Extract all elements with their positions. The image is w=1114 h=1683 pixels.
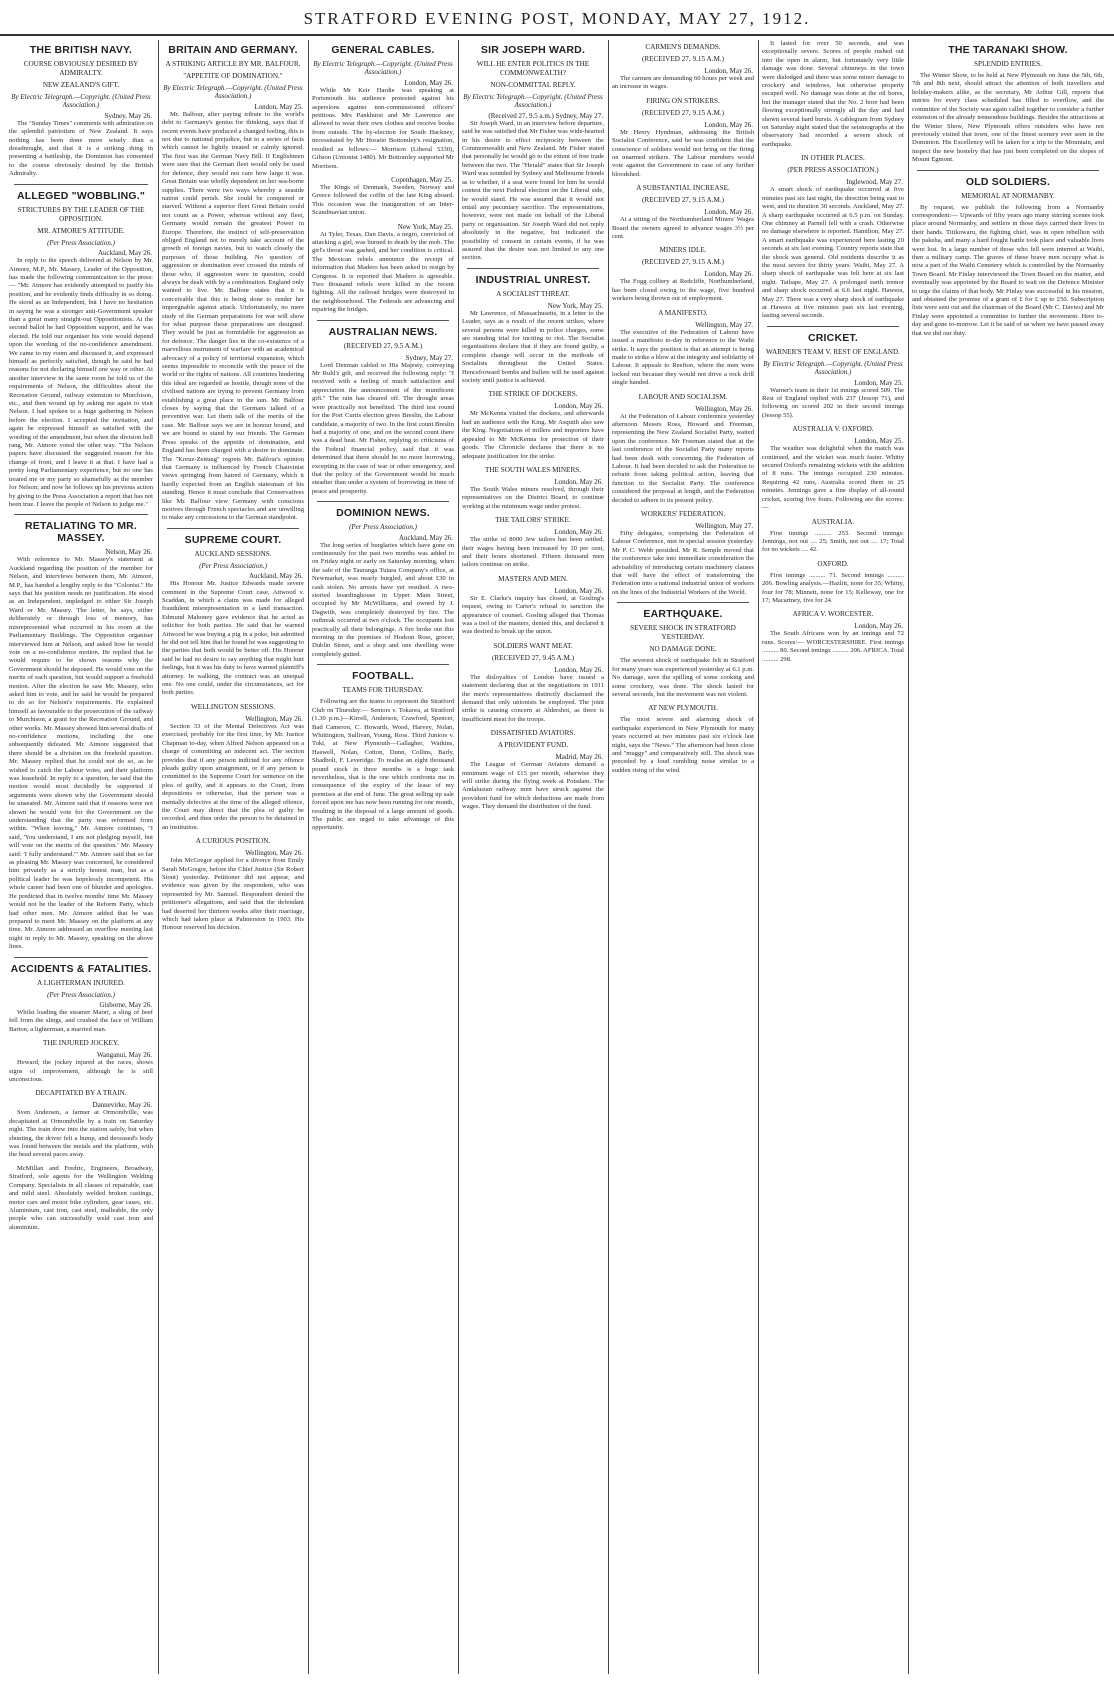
column-1 bbox=[6, 40, 156, 1674]
article-subheading: LABOUR AND SOCIALISM. bbox=[638, 392, 728, 401]
article bbox=[609, 43, 757, 92]
article bbox=[759, 326, 907, 420]
masthead-title: STRATFORD EVENING POST, MONDAY, MAY 27, 1912. bbox=[303, 9, 811, 28]
column-4 bbox=[458, 40, 607, 1674]
article-credit: By Electric Telegraph.—Copyright. (United Press Association.) bbox=[163, 84, 303, 101]
article bbox=[609, 393, 757, 505]
article-dateline: London, May 26. bbox=[404, 78, 453, 87]
article-subheading: SEVERE SHOCK IN STRATFORD YESTERDAY. bbox=[630, 624, 736, 642]
article-subheading: A LIGHTERMAN INJURED. bbox=[37, 978, 125, 987]
article-body: Whilst loading the steamer Maori, a sling of beef fell from the slings, and crushed the face of William Barton, a lighterman, a married man. bbox=[9, 1009, 153, 1033]
article-body: The long series of burglaries which have gone on continuously for the past two months was added to on Friday night or early on Saturday morning, when the safe of the Tauranga Tutara Company's office, at Newmarket, was nearly burgled, and about £30 in cash stolen. No arrests have yet resulted. A two-storied boardinghouse in Upper Main Street, occupied by Mr McWilliams, and owned by J. Dagwith, was completely destroyed by fire. The outbreak occurred at two o'clock. The occupants lost practically all their belongings. A fire broke out this morning in the premises of Hodson Ross, grocer, Dublin Street, and a shop and one dwelling were completely gutted. bbox=[312, 541, 454, 658]
article-subheading: "APPETITE OF DOMINATION." bbox=[183, 72, 283, 81]
article-headline: OLD SOLDIERS. bbox=[965, 175, 1051, 188]
article-body: Section 33 of the Mental Defectives Act was exercised, probably for the first time, by Mr. Justice Chapman to-day, when Alfred Nelson appeared on a charge of committing an indecent act. The section provides that if any person indicted for any offence pleads guilty upon arraignment, or if any person is committed to the Supreme Court for sentence on the plea of guilty, and it appears to the Court, from depositions or otherwise, that the person was a mentally defective at the time of the alleged offence, the Court may direct that the plea of guilty be recorded, and then order the person to be detained in an institution. bbox=[162, 722, 304, 831]
article-body: The most severe and alarming shock of earthquake experienced in New Plymouth for many years occurred at two minutes past six o'clock last night, says the "News." The afternoon had been close and "muggy" and comparatively still. The shock was preceded by a loud rumbling noise similar to a sudden rising of the wind. bbox=[612, 716, 754, 774]
article bbox=[6, 1165, 156, 1232]
article-subheading: A MANIFESTO. bbox=[658, 308, 708, 317]
article-body: Mr Lawrence, of Massachusetts, in a letter to the Leader, says as a result of the recent strikes, where several persons were killed in police charges, some are standing trial for inciting to riot. The Socialist organisations declare that if they are found guilty, a complete change will occur in the methods of Socialists throughout the United States. Henceforward bombs and bullets will be used against society until justice is achieved. bbox=[462, 309, 604, 385]
article bbox=[6, 184, 156, 510]
article-dateline: London, May 26. bbox=[554, 586, 603, 595]
article-dateline: London, May 26. bbox=[554, 528, 603, 537]
article-dateline: London, May 26. bbox=[704, 208, 753, 217]
article-body: The "Sunday Times" comments with admiration on the splendid patriotism of New Zealand. It says nothing has been done more wisely than a dreadnought, and that it is a striking thing in presenting a battleship, the Dominion has consented to the course obviously desired by the British Admiralty. bbox=[9, 119, 153, 178]
article-subheading: A PROVIDENT FUND. bbox=[497, 741, 569, 750]
article-credit: By Electric Telegraph.—Copyright. (United Press Association.) bbox=[763, 359, 903, 377]
article-body: The disloyalties of London have issued a statement declaring that at the negotiations in 1911 the men's representatives distinctly disclaimed the demand that only unionists be employed. The joint strike is causing concern at Aldershot, as there is insufficient meat for the troops. bbox=[462, 673, 604, 723]
article-dateline: Sydney, May 26. bbox=[104, 111, 152, 120]
section-divider bbox=[767, 326, 899, 327]
article-dateline: Wellington, May 27. bbox=[695, 522, 753, 530]
article-subheading: IN OTHER PLACES. bbox=[801, 154, 865, 163]
article-subheading: CARMEN'S DEMANDS. bbox=[645, 43, 721, 51]
article-body: The executive of the Federation of Labour have issued a manifesto to-day in reference to the Waihi strike. It says the position is that an attempt is being made to strike a blow at the integrity and solidarity of Labour. It appeals to Reefton, where the men were locked out because they would not drive a rock drill single handed. bbox=[612, 328, 754, 387]
article-dateline: London, May 25. bbox=[254, 102, 303, 111]
article-subheading: (RECEIVED 27, 9.15 A.M.) bbox=[641, 258, 725, 267]
section-divider bbox=[14, 957, 148, 958]
article-subheading: AUSTRALIA. bbox=[811, 517, 855, 526]
article-dateline: London, May 26. bbox=[554, 477, 603, 486]
article bbox=[6, 1089, 156, 1159]
article-body: Mr. Balfour, after paying tribute to the world's debt to Germany's genius for thinking, says that if recent events have produced a changed feeling, this is not due to national prejudice, but to a series of facts which cannot be lightly treated or calmly ignored. The first was the German Navy Bill. If Englishmen were sure that the German fleet would only be used for defence, they would not care how large it was. Great Britain was wholly dependent on her sea-borne supplies. There were two ways whereby a seaside nation could perish. She could be conquered or starved. Without a superior fleet Great Britain could not count as a Power, whereas without any fleet, Germany would remain the greatest Power in Europe. Therefore, the instinct of self-preservation obliged England not to merely take account of the growth of foreign navies, but to watch closely the purposes of those building. No question of aggression or domination ever crossed the minds of those who, if aggression were in question, could always be dealt with by a combination. England only wanted to live. Mr. Balfour states that it is conceivable that this is being done to render her impregnable against attack. Unfortunately, no mere study of the German preparations for war will show for what purpose these preparations are designed. They would be just as formidable for aggression as for defence. The danger lies in the co-existence of a marvellous instrument of warfare with an academical advocacy of a policy of territorial expansion, which seems impossible to reconcile with the peace of the world or the rights of nations. All countries hindering this ideal are regarded as hostile, though none of the civilised nations are trying to prevent Germany from establishing a great place in the sun. Mr. Balfour closes by saying that the Germans talked of a preventive war. Let them talk of the merits of the case. Mr. Balfour says we are in honour bound, and we are bound to stand by our friends. The German Press speaks of the appetite of domination, and England has been charged with a desire to dominate. The "Kreuz-Zeitung" regrets Mr. Balfour's opinion that Germany is influenced by French Chauvinist views springing from hatred of Germany, which it hardly expected from an English statesman of his standing. Hence it must conclude that Conservatives like Mr. Balfour view Germany with conscious motives through French spectacles and are unwilling to make any concessions to the German standpoint. bbox=[162, 110, 304, 522]
article-body: The Kings of Denmark, Sweden, Norway and Greece followed the coffin of the late King aboard. This occasion was the inauguration of an Inter-Scandinavian union. bbox=[312, 183, 454, 217]
article bbox=[759, 518, 907, 555]
article-subheading: COURSE OBVIOUSLY DESIRED BY ADMIRALTY. bbox=[23, 60, 139, 78]
column-7 bbox=[908, 40, 1107, 1674]
article bbox=[159, 528, 307, 698]
article-dateline: (Received 27, 9.5 a.m.) Sydney, May 27. bbox=[488, 111, 603, 120]
article bbox=[459, 466, 607, 511]
article-dateline: Madrid, May 26. bbox=[555, 753, 603, 762]
article bbox=[6, 44, 156, 179]
article-body: A smart shock of earthquake occurred at five minutes past six last night, the direction being east to west, and its duration 30 seconds. Auckland, May 27. A sharp earthquake occurred at 6.5 p.m. on Sunday. One chimney at Parnell fell with a crash. Otherwise no damage elsewhere is reported. Hamilton, May 27. A smart earthquake was experienced here lasting 20 seconds at six last evening. Country reports state that the shock was general. Old residents describe it as the most severe for thirty years. Waihi, May 27. A sharp shock of earthquake was felt here at six last night. Taihape, May 27. A prolonged earth tremor and sharp shock occurred at 6.6 last night. Hawera, May 27. There was a very sharp shock of earthquake at Hawera at five minutes past six last evening, lasting several seconds. bbox=[762, 186, 904, 320]
article-dateline: Inglewood, May 27. bbox=[846, 178, 903, 187]
article-subheading: AUCKLAND SESSIONS. bbox=[194, 549, 272, 558]
article bbox=[309, 44, 457, 171]
article-headline: THE BRITISH NAVY. bbox=[29, 44, 133, 56]
article-dateline: London, May 26. bbox=[704, 120, 753, 129]
article-subheading: (RECEIVED 27, 9.45 A.M.) bbox=[491, 653, 575, 662]
article-body: With reference to Mr. Massey's statement at Auckland regarding the position of the member for Nelson, and interviews between them, Mr. Atmore, M.P., has handed a lengthy reply to the "Colonist." He says that his position needs no justification. He stood as an Independent, unpledged to either Sir Joseph Ward or Mr. Massey. The letter, he says, either deliberately or through loss of memory, has misrepresented what occurred in his room at the Parliamentary Buildings. The Opposition organiser interviewed him at Nelson, and asked how he would vote on a no-confidence motion. He replied that he would require to be shown reasons why the Government should be deposed. He would vote on the merits of each question, but would support a freehold motion. After the election he saw Mr. Massey, who asked him to vote, and he said he would be prepared to do so for Nelson's requirements. He explained himself as favourable to the prosecution of the railway to Murchison, a grant for the Recreation Ground, and other works. Mr. Massey showed him several drafts of no-confidence motions, including the one subsequently defeated. Mr. Atmore suggested that there should be a division on the freehold question. Mr. Massey replied that he could not do so, as he wished to catch the Labour votes, and their platform was leasehold. In reply to a question, he said that the motion would most decidedly be supported if arguments were shown why the Government should be unseated. Mr. Atmore said that if reasons were not shown he would vote for the Government on the understanding that the party was reformed from within. "When leaving," Mr. Atmore continues, "I said, 'You understand, I am not pledging myself, but will vote on the merits of the question.' Mr. Massey said: 'I fully understand.'" Mr. Atmore said that so far as pleasing Mr. Massey was concerned, he considered him privately as a strictly honest man, but as a political leader he was hopelessly incompetent. His whole career had been one of blunder and apologies. He predicted that in twelve months' time Mr. Massey would not be the leader of the Reform Party, which had other men. Mr. Atmore added that he was prepared to meet Mr. Massey on the platform at any time. Mr. Atmore addressed an overflow meeting last night in reply to Mr. Massey, speaking on the above lines. bbox=[9, 556, 153, 951]
newspaper-columns bbox=[6, 40, 1108, 1674]
article-headline: BRITAIN AND GERMANY. bbox=[168, 44, 298, 56]
article-credit: By Electric Telegraph.—Copyright. (United Press Association.) bbox=[463, 93, 603, 110]
article-headline: ALLEGED "WOBBLING." bbox=[16, 189, 146, 202]
article-headline: RETALIATING TO MR. MASSEY. bbox=[24, 520, 138, 545]
article-subheading: MASTERS AND MEN. bbox=[498, 574, 568, 583]
article-body: At the Federation of Labour conference yesterday afternoon Messrs Ross, Howard and Freeman, representing the New Zealand Socialist Party, waited upon the conference. Mr Freeman stated that at the last conference of the Socialist Party many reports had been dealt with concerning the Federation of Labour. It had been decided to ask the Federation to refrain from taking political action, leaving that function to the Socialist Party. The conference considered the proposal at length, and the Federation decided to adhere to its present policy. bbox=[612, 412, 754, 504]
article-body: Following are the teams to represent the Stratford Club on Thursday:— Seniors v. Tokaora, at Stratford (1.30 p.m.)—Kirrell, Anderson, Crawford, Spencer, Bad Cameron, C. Howarth, Wood, Harvey, Nolan, Whittington, Sullivan, Young, Ross. Third Juniors v. Toki, at New Plymouth—Gallagher, Watkins, Haswell, Nolan, Cotton, Dunn, Collins, Barly, Shadbolt, F. Leveridge. To realise an eight thousand pound stock in three months is a huge task nevertheless, that is the one which confronts me in consequence of the expiry of the lease of my premises at the end of June. The great selling up sale forced upon me has now been running for one month, resulting in the disposal of a large amount of goods. The public are urged to take advantage of this opportunity. bbox=[312, 698, 454, 832]
article bbox=[309, 320, 457, 497]
article-subheading: AUSTRALIA V. OXFORD. bbox=[792, 425, 874, 434]
article bbox=[609, 184, 757, 241]
article-subheading: NON-COMMITTAL REPLY. bbox=[490, 81, 576, 90]
article-body: The South Wales miners resolved, through their representatives on the District Board, to continue working at the minimum wage under protest. bbox=[462, 485, 604, 510]
article-body: The severest shock of earthquake felt in Stratford for many years was experienced yesterday at 6.1 p.m. No damage, save the spilling of some cooking and some crockery, was done. The shock lasted for several seconds, but the movement was not violent. bbox=[612, 657, 754, 698]
article-body: Sir Joseph Ward, in an interview before departure, said he was satisfied that Mr Fisher was wide-hearted in his desire to effect reciprocity between the Commonwealth and New Zealand. Mr Fisher stated that personally he would go to the extent of free trade between the two. The "Herald" states that Sir Joseph Ward was sounded by Sydney and Melbourne friends as to whether, if a seat were found for him he would contest the next Federal election on the Liberal side, he would stand. He was assured that it would not entail any pecuniary sacrifice. The representations, however, were not made on behalf of the Liberal party or organisation. Sir Joseph Ward did not reply absolutely in the negative, but indicated the possibility of consent in certain events, if he was assured that the desire was not limited to any one section. bbox=[462, 119, 604, 262]
article-body: The League of German Aviators demand a minimum wage of £15 per month, otherwise they will strike during the flying week at Potsdam. The Andalusian railway men have struck against the provident fund for which deductions are made from wages. They demand the distribution of the fund. bbox=[462, 761, 604, 811]
article-subheading: DECAPITATED BY A TRAIN. bbox=[35, 1089, 127, 1098]
article-body: At a sitting of the Northumberland Miners' Wages Board the owners agreed to advance wages 3½ per cent. bbox=[612, 216, 754, 241]
article-body: The strike of 8000 Jew tailors has been settled, their wages having been increased by 10 per cent, and their hours shortened. Fifteen thousand men tailors continue on strike. bbox=[462, 536, 604, 569]
article bbox=[309, 501, 457, 659]
article-subheading: MINERS IDLE. bbox=[659, 246, 707, 255]
article-dateline: Auckland, May 26. bbox=[97, 249, 152, 258]
section-divider bbox=[317, 320, 449, 321]
article-credit: (Per Press Association.) bbox=[47, 238, 115, 247]
article-body: Lord Denman cabled to His Majesty, conveying Mr Ruhl's gift, and received the following reply: "I received with a feeling of much satisfaction and appreciation the announcement of the munificent gift." The rain has cleared off. The drought areas were practically not benefited. The third test round for the Port Curtis election gives Breslin, the Labour candidate, a majority of two. In the first count Breslin had a majority of one, and on the second count there was a dead heat. Mr Fisher, replying to criticisms of the Federal financial policy, said that it was determined that there should be no more borrowing, excepting in the case of war or other emergency, and that the policy of the Government would be much steadier than under a system of borrowing in time of peace and prosperity. bbox=[312, 361, 454, 495]
article-headline: THE TARANAKI SHOW. bbox=[948, 44, 1068, 56]
article bbox=[609, 246, 757, 303]
article-dateline: London, May 26. bbox=[704, 67, 753, 75]
article-body: Mr Henry Hyndman, addressing the British Socialist Conference, said he was confident that the conscience of soldiers would not bring on the firing on unarmed strikers. The Labour members would vote against the Government in case of any further bloodshed. bbox=[612, 128, 754, 178]
article-dateline: Wellington, May 26. bbox=[245, 849, 303, 858]
masthead bbox=[0, 0, 1114, 36]
article-subheading: OXFORD. bbox=[817, 559, 849, 568]
article bbox=[759, 40, 907, 149]
article bbox=[459, 516, 607, 570]
article-dateline: Wellington, May 26. bbox=[695, 404, 753, 413]
article-credit: (Per Press Association.) bbox=[47, 990, 115, 999]
article bbox=[159, 44, 307, 523]
article-dateline: London, May 26. bbox=[554, 402, 603, 411]
article-dateline: New York, May 25. bbox=[547, 301, 603, 310]
article-dateline: Nelson, May 26. bbox=[105, 548, 152, 557]
article-body: John McGregor applied for a divorce from Emily Sarah McGregor, before the Chief Justice (Sir Robert Stout) yesterday. Petitioner did not appear, and evidence was given by the respondent, who was represented by Mr. Samuel. Respondent denied the petitioner's allegations, and said that the defendant had deserted her thirteen weeks after their marriage, which had taken place at Palmerston in 1903. His Honour reserved his decision. bbox=[162, 857, 304, 932]
article-credit: (Per Press Association.) bbox=[199, 561, 267, 570]
article-headline: GENERAL CABLES. bbox=[331, 44, 435, 56]
article-dateline: Wanganui, May 26. bbox=[96, 1051, 152, 1060]
article-body: Sven Andersen, a farmer at Ormondville, was decapitated at Ormondville by a train on Saturday night. The train drew into the station safely, but when shunting, the driver felt a bump, and deceased's body was found between the metals and the platform, with the head several paces away. bbox=[9, 1109, 153, 1159]
article-dateline: London, May 25. bbox=[854, 378, 903, 387]
article-subheading: WARNER'S TEAM V. REST OF ENGLAND. bbox=[766, 347, 900, 356]
article-subheading: AT NEW PLYMOUTH. bbox=[648, 704, 718, 713]
article bbox=[759, 425, 907, 512]
article-subheading: NEW ZEALAND'S GIFT. bbox=[42, 81, 120, 90]
article-body: While Mr Keir Hardie was speaking at Portsmouth his audience protested against his aspersions against non-commissioned officers' petitions. Mrs Pankhurst and Mr Lawrence are allowed to wear their own clothes and receive books from outside. The by-election for South Hackney, necessitated by Mr Horatio Bottomley's resignation, resulted as follows:— Morrison (Liberal 5330), Gibson (Unionist 1480). Mr Bottomley supported Mr Morrison. bbox=[312, 86, 454, 170]
section-divider bbox=[917, 170, 1099, 171]
article-body: The Winter Show, to be held at New Plymouth on June the 5th, 6th, 7th and 8th next, should attract the attention of both travellers and holiday-makers alike, as the secretary, Mr Arthur Gill, reports that entries for every class scheduled has filled to overflow, and the committee of the Society was again called together to consider a further extension of the already tremendous buildings. Besides the attractions at the Winter Show, New Plymouth offers outsiders who have not previously visited that town, one of the finest scenery ever seen in the Dominion. His Excellency will be taken for a trip to the Mountain, and inspect the new hostelry that has just been completed on the slopes of Mount Egmont. bbox=[912, 72, 1104, 164]
article-body: First innings .......... 71. Second innings .......... 206. Bowling analysis.—Hazlitt, none for 35; Whitty, four for 78; Minnett, none for 15; Kelleway, one for 17; Macartney, five for 24. bbox=[762, 571, 904, 604]
article-body: First innings .......... 253. Second innings: Jennings, not out .... 25; Smith, not out .... 17; Total for no wickets .... 42. bbox=[762, 529, 904, 554]
article-subheading: FIRING ON STRIKERS. bbox=[646, 96, 720, 105]
article bbox=[609, 602, 757, 699]
column-2 bbox=[158, 40, 307, 1674]
article-subheading: WELLINGTON SESSIONS. bbox=[190, 702, 276, 711]
section-divider bbox=[14, 514, 148, 515]
article bbox=[609, 97, 757, 179]
article-subheading: MEMORIAL AT NORMANBY. bbox=[961, 191, 1055, 200]
section-divider bbox=[617, 602, 749, 603]
article-headline: AUSTRALIAN NEWS. bbox=[328, 325, 438, 338]
article-body: McMillan and Fredric, Engineers, Broadway, Stratford, sole agents for the Wellington Welding Company. Specialists in all classes of repairable, cast and mild steel. Absolutely welded broken castings, motor cars and motor bike cylinders, gear cases, etc. Aluminium, cast iron, cast steel, malleable, the only people who can successfully weld cast iron and aluminium. bbox=[9, 1164, 153, 1231]
article bbox=[459, 642, 607, 724]
article-credit: By Electric Telegraph.—Copyright. (United Press Association.) bbox=[313, 60, 453, 77]
article-body: The South Africans won by an innings and 72 runs. Scores:— WORCESTERSHIRE. First innings .......... 80. Second innings .......... 206. AFRICA. Total .......... 298. bbox=[762, 630, 904, 663]
article-dateline: Gisborne, May 26. bbox=[99, 1001, 152, 1009]
section-divider bbox=[14, 184, 148, 185]
article-headline: DOMINION NEWS. bbox=[336, 507, 430, 520]
article bbox=[759, 610, 907, 664]
article-subheading: SPLENDID ENTRIES. bbox=[974, 60, 1042, 69]
section-divider bbox=[167, 528, 299, 529]
article-subheading: (PER PRESS ASSOCIATION.) bbox=[787, 166, 879, 175]
column-3 bbox=[308, 40, 457, 1674]
article-dateline: London, May 25. bbox=[854, 437, 903, 446]
article-dateline: New York, May 25. bbox=[397, 222, 453, 231]
article-headline: FOOTBALL. bbox=[352, 670, 414, 683]
article-subheading: WILL HE ENTER POLITICS IN THE COMMONWEALTH? bbox=[476, 60, 590, 78]
article-subheading: NO DAMAGE DONE. bbox=[649, 645, 717, 654]
article-subheading: THE STRIKE OF DOCKERS. bbox=[488, 390, 578, 399]
article-dateline: Copenhagen, May 25. bbox=[391, 175, 453, 184]
article-body: Heward, the jockey injured at the races, shows signs of improvement, although he is still unconscious. bbox=[9, 1059, 153, 1084]
article-body: In reply to the speech delivered at Nelson by Mr. Atmore, M.P., Mr. Massey, Leader of the Opposition, has made the following communication to the press:— "Mr. Atmore has evidently attempted to justify his position, and he evidently finds difficulty in so doing. He stood as an Independent, but I have no hesitation in saying he was a stronger anti-Government speaker than a great many straight-out Oppositionists. At the second ballot he had Opposition support, and he was elected. He told our organiser his vote would depend upon the wording of the no-confidence amendment. We came to my room and discussed it, and expressed himself as perfectly satisfied, though he said he had reasons for not declaring himself one way or other. At another interview in the same room he told us of the requirements of Nelson, the difficulties about the Recreation Ground, railway extension to Murchison, etc., and then wound up by asking me again to visit Nelson. I had spoken to a huge gathering in Nelson before the election. I accepted the invitation, and again he expressed himself as satisfied with the wording of the amendment, but when the division bell rang, Mr. Atmore voted the other way. "The Nelson papers have discussed the suggested reason for his change of front, and I leave it at that. I have had a pretty long Parliamentary experience, but no one has treated me or my party so shamefully as the member for Nelson; and now he follows up his previous action by giving to the Press Association a report that has not been true. I leave the people of Nelson to judge me." bbox=[9, 257, 153, 508]
section-divider bbox=[317, 501, 449, 502]
article bbox=[6, 514, 156, 951]
article bbox=[309, 176, 457, 218]
article-dateline: London, May 26. bbox=[554, 665, 603, 674]
article-body: His Honour Mr. Justice Edwards made severe comment in the Supreme Court case, Attwood v. Scaddan, in which a claim was made for alleged fraudulent misrepresentation in a land transaction. Edmund Mahoney gave evidence that he acted as solicitor for both parties. He said that he warned Attwood he was buying a pig in a poke, but admitted he did not tell him that he found he was suggesting to the parties that both would be better off. His Honour said he had no desire to say anything that might hurt feelings, but it was his duty to have warned plaintiff's attorney. In walking, the contract was an unequal one. No one could, under the circumstances, act for both parties. bbox=[162, 580, 304, 697]
article-credit: (Per Press Association.) bbox=[349, 523, 417, 532]
article-subheading: THE TAILORS' STRIKE. bbox=[495, 516, 571, 525]
article bbox=[6, 1039, 156, 1084]
article-headline: INDUSTRIAL UNREST. bbox=[475, 273, 591, 286]
article bbox=[609, 510, 757, 597]
article bbox=[909, 44, 1107, 165]
article-subheading: A SOCIALIST THREAT. bbox=[496, 289, 570, 298]
article-body: The weather was delightful when the match was continued, and the wicket was much faster. Whitty secured Oxford's remaining wickets with the addition of 8 runs. The innings occupied 230 minutes. Requiring 42 runs, Australia scored them in 25 minutes. Jennings gave a fine display of all-round cricket, scoring five fours. Following are the scores:— bbox=[762, 445, 904, 512]
article-subheading: THE INJURED JOCKEY. bbox=[43, 1039, 119, 1048]
article-dateline: Auckland, May 26. bbox=[248, 572, 303, 581]
article bbox=[6, 957, 156, 1035]
article bbox=[459, 575, 607, 637]
article-headline: SUPREME COURT. bbox=[184, 533, 282, 546]
article-dateline: London, May 26. bbox=[854, 622, 903, 631]
article-subheading: (RECEIVED 27, 9.15 A.M.) bbox=[641, 108, 725, 117]
article-body: By request, we publish the following from a Normanby correspondent:— Upwards of fifty years ago many stirring scenes took place around Normanby, and settlers in those days carried their lives in their hands. Titikowaru, the fighting chief, was in open rebellion with the pakeha, and many a hard fought battle took place and valuable lives were lost. In a large number of those who fell were interred at Waihi, then a military camp. The graves of these brave men occupy what is now a part of the Waihi Cemetery which is controlled by the Normanby Town Board. Mr Finlay interviewed the Town Board on the matter, and eventually was appointed by the Board to wait on the Defence Minister to urge the claims of that body. Mr Finlay was successful in his mission, and obtained the promise of a grant of £ for £ up to £50. Subscription lists were sent out and the chairman of the Board (Mr C. Davies) and Mr Finlay were appointed a committee to further the movement. Here to-day and gone to-morrow. Let it be said of us when we have passed away that we did our duty. bbox=[912, 203, 1104, 337]
article-body: Sir E. Clarke's inquiry has closed, at Gosling's request, owing to Carter's refusal to sanction the appearance of counsel. Gosling alleged that Thomas was a tool of the masters, denied this, and declared it was desired to break up the union. bbox=[462, 594, 604, 636]
article bbox=[459, 44, 607, 263]
article-subheading: STRICTURES BY THE LEADER OF THE OPPOSITION. bbox=[17, 205, 145, 223]
article-subheading: A CURIOUS POSITION. bbox=[195, 837, 271, 846]
article bbox=[759, 154, 907, 321]
article bbox=[759, 560, 907, 606]
article-dateline: Auckland, May 26. bbox=[398, 533, 453, 542]
section-divider bbox=[317, 664, 449, 665]
article-credit: By Electric Telegraph.—Copyright. (United Press Association.) bbox=[11, 93, 151, 110]
column-5 bbox=[608, 40, 757, 1674]
article-subheading: A SUBSTANTIAL INCREASE. bbox=[636, 184, 730, 193]
article bbox=[309, 664, 457, 833]
article-subheading: THE SOUTH WALES MINERS. bbox=[484, 465, 582, 474]
section-divider bbox=[467, 268, 599, 269]
article-subheading: WORKERS' FEDERATION. bbox=[640, 510, 726, 518]
article-dateline: Wellington, May 26. bbox=[245, 714, 303, 723]
article-headline: ACCIDENTS & FATALITIES. bbox=[10, 962, 152, 975]
article-dateline: London, May 26. bbox=[704, 270, 753, 279]
article bbox=[459, 729, 607, 811]
article-subheading: DISSATISFIED AVIATORS. bbox=[490, 729, 576, 738]
article bbox=[459, 390, 607, 460]
article-dateline: Dannevirke, May 26. bbox=[92, 1101, 152, 1110]
article-dateline: Wellington, May 27. bbox=[695, 320, 753, 329]
article-subheading: AFRICA V. WORCESTER. bbox=[792, 610, 874, 619]
article-body: The carmen are demanding 60 hours per week and an increase in wages. bbox=[612, 75, 754, 91]
article-subheading: MR. ATMORE'S ATTITUDE. bbox=[37, 226, 125, 235]
article-subheading: TEAMS FOR THURSDAY. bbox=[342, 686, 424, 695]
article-subheading: A STRIKING ARTICLE BY MR. BALFOUR. bbox=[165, 60, 301, 69]
article-dateline: Sydney, May 27. bbox=[405, 353, 453, 362]
article-subheading: (RECEIVED 27, 9.15 A.M.) bbox=[641, 55, 725, 63]
article-body: Fifty delegates, comprising the Federation of Labour Conference, met in special session yesterday. Mr P. C. Webb presided. Mr R. Semple moved that the conference take into immediate consideration the advisability of introducing certain machinery clauses that will have the effect of transforming the Federation into a national industrial union of workers on the lines of the Industrial Workers of the World. bbox=[612, 530, 754, 596]
article-subheading: SOLDIERS WANT MEAT. bbox=[493, 641, 573, 650]
article bbox=[459, 268, 607, 386]
article-body: Mr McKenna visited the dockers, and afterwards had an audience with the King. Mr Asquith also saw the King. Negotiations of millers and importers have appealed to Mr McKenna for protection of their goods. The Chronicle declares that there is no adequate justification for the strike. bbox=[462, 410, 604, 460]
article-body: The Fogg colliery at Redcliffe, Northumberland, has been closed owing to the wage, five hundred workers being thrown out of employment. bbox=[612, 278, 754, 303]
article-headline: CRICKET. bbox=[807, 331, 859, 344]
article-headline: SIR JOSEPH WARD. bbox=[480, 44, 586, 56]
article-subheading: (RECEIVED 27, 9.15 A.M.) bbox=[641, 196, 725, 205]
article bbox=[309, 223, 457, 315]
article-headline: EARTHQUAKE. bbox=[643, 608, 723, 621]
column-6 bbox=[758, 40, 907, 1674]
article-body: It lasted for over 50 seconds, and was exceptionally severe. Scores of people rushed out into the open in alarm, but fortunately very little damage was done. Several chimneys in the town were dislodged and there was some minor damage to crockery and windows, but otherwise property escaped well. No damage was done at the oil bores, but the manager stated that the No. 2 bore had been flowing exceptionally strongly all the day and had shown several hard bursts. A cablegram from Sydney on Saturday night stated that the seismographs at the observatory had recorded a severe shock of earthquake. bbox=[762, 40, 904, 148]
article bbox=[159, 837, 307, 933]
article-subheading: (RECEIVED 27, 9.5 A.M.) bbox=[343, 341, 423, 350]
article bbox=[609, 704, 757, 775]
article bbox=[159, 703, 307, 832]
article bbox=[909, 170, 1107, 339]
article-body: At Tyler, Texas, Dan Davis, a negro, convicted of attacking a girl, was burned to death by the mob. The girl's throat was gashed, and her condition is critical. The Mexican rebels announce the receipt of information that Madero has been asked to resign by Congress. It is reported that Madero is agreeable. Two thousand rebels were killed in the recent fighting. All the railroad bridges were destroyed in the neighbourhood. The Federals are advancing and repairing the bridges. bbox=[312, 230, 454, 314]
article-body: Warner's team in their 1st innings scored 509. The Rest of England replied with 237 (Jessop 71), and following on scored 202 in their second innings (Jessop 55). bbox=[762, 386, 904, 419]
article bbox=[609, 309, 757, 388]
